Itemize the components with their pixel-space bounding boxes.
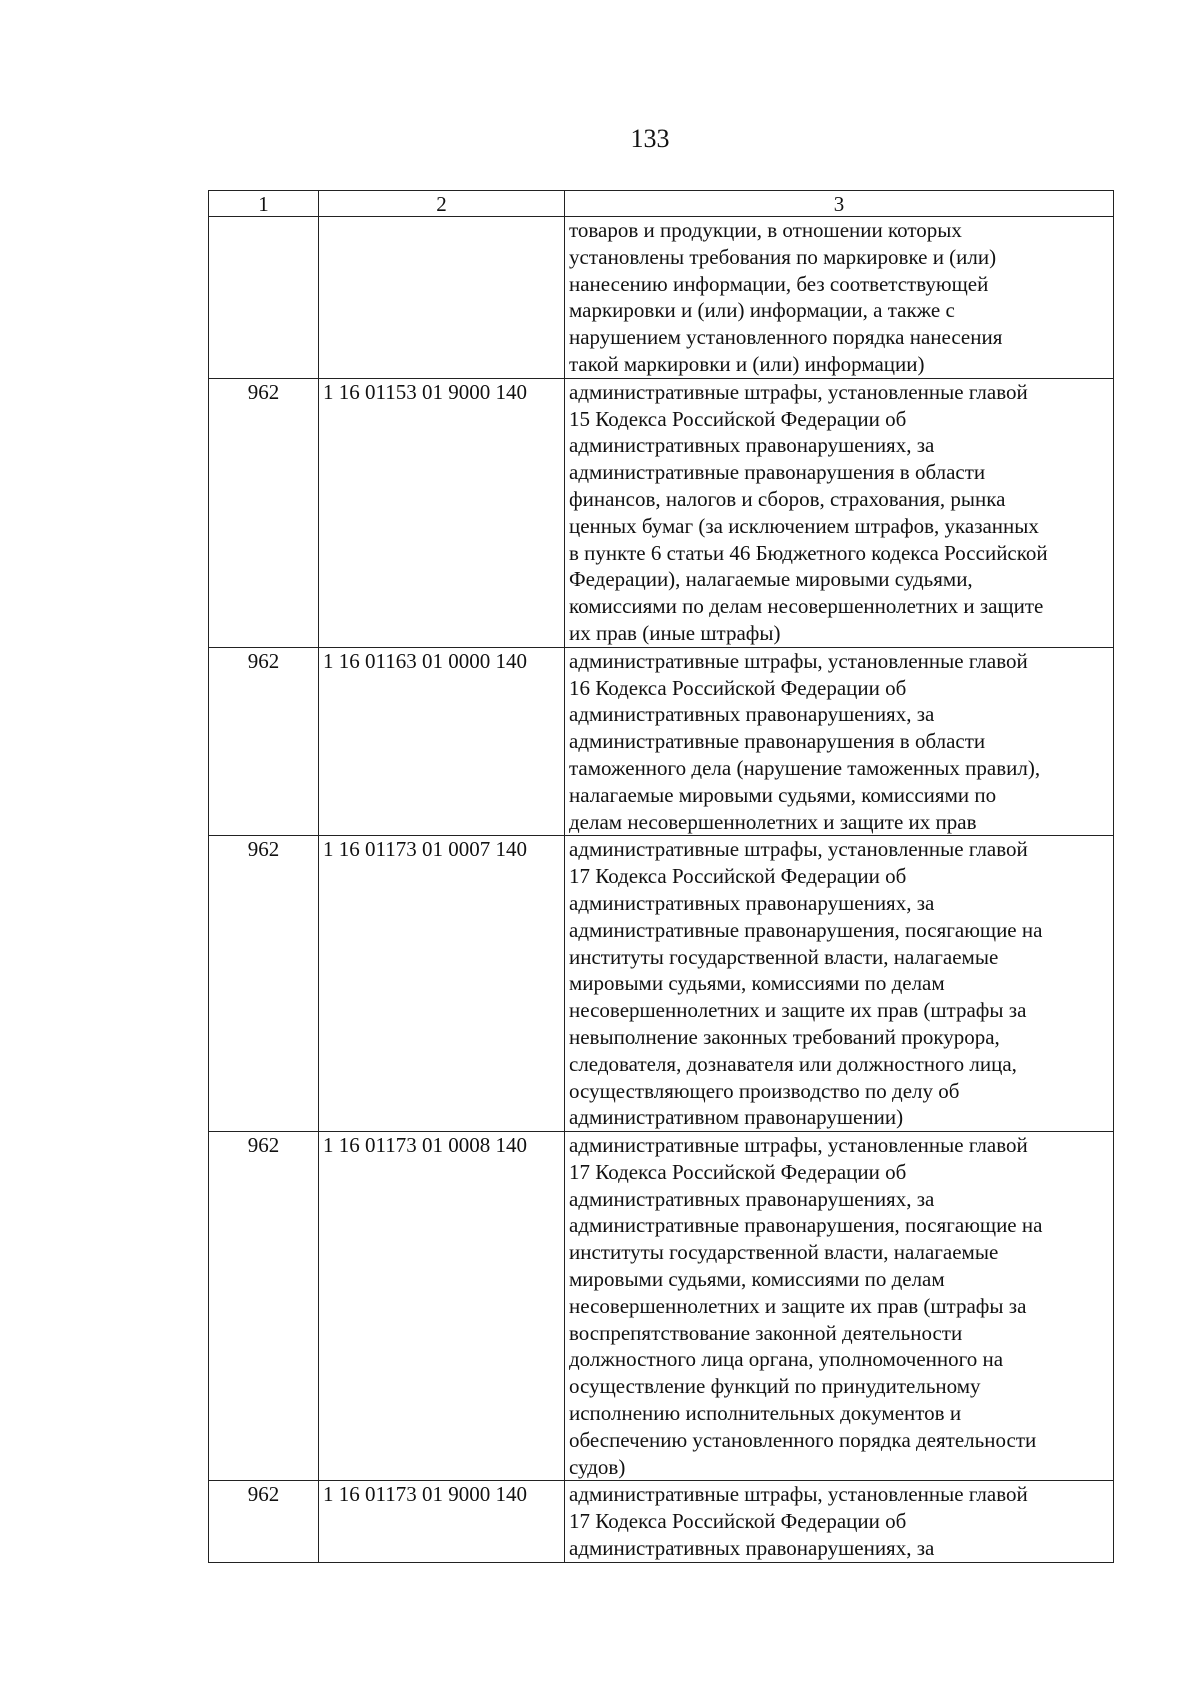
description-line: административные правонарушения, посягающие на bbox=[569, 917, 1043, 942]
admin-code-cell: 962 bbox=[209, 647, 319, 836]
description-line: воспрепятствование законной деятельности bbox=[569, 1320, 963, 1345]
description-line: маркировки и (или) информации, а также с bbox=[569, 298, 955, 323]
table-header bbox=[209, 191, 1114, 217]
description-line: в пункте 6 статьи 46 Бюджетного кодекса Российской bbox=[569, 540, 1048, 565]
description-line: мировыми судьями, комиссиями по делам bbox=[569, 971, 945, 996]
description-line: административные штрафы, установленные главой bbox=[569, 837, 1028, 862]
column-header-3: 3 bbox=[565, 191, 1114, 217]
description-line: комиссиями по делам несовершеннолетних и защите bbox=[569, 594, 1044, 619]
budget-classification-code-cell: 1 16 01163 01 0000 140 bbox=[319, 647, 565, 836]
revenue-description-cell bbox=[565, 836, 1114, 1132]
description-line: нанесению информации, без соответствующей bbox=[569, 271, 989, 296]
budget-classification-code-cell: 1 16 01173 01 0008 140 bbox=[319, 1132, 565, 1481]
description-line: 17 Кодекса Российской Федерации об bbox=[569, 1509, 907, 1534]
description-line: обеспечению установленного порядка деятельности bbox=[569, 1427, 1037, 1452]
description-line: осуществление функций по принудительному bbox=[569, 1374, 981, 1399]
description-line: административных правонарушениях, за bbox=[569, 433, 935, 458]
admin-code-cell: 962 bbox=[209, 1481, 319, 1562]
description-line: нарушением установленного порядка нанесения bbox=[569, 325, 1003, 350]
budget-classification-code-cell: 1 16 01173 01 0007 140 bbox=[319, 836, 565, 1132]
admin-code-cell: 962 bbox=[209, 836, 319, 1132]
description-line: 16 Кодекса Российской Федерации об bbox=[569, 675, 907, 700]
description-line: административных правонарушениях, за bbox=[569, 702, 935, 727]
table-header-row bbox=[209, 191, 1114, 217]
description-line: мировыми судьями, комиссиями по делам bbox=[569, 1267, 945, 1292]
revenue-description-cell bbox=[565, 378, 1114, 647]
admin-code-cell: 962 bbox=[209, 1132, 319, 1481]
budget-classification-code-cell bbox=[319, 217, 565, 379]
description-line: их прав (иные штрафы) bbox=[569, 620, 781, 645]
description-line: таможенного дела (нарушение таможенных правил), bbox=[569, 755, 1041, 780]
description-line: административных правонарушениях, за bbox=[569, 1536, 935, 1561]
table-row bbox=[209, 647, 1114, 836]
description-line: 17 Кодекса Российской Федерации об bbox=[569, 1159, 907, 1184]
column-header-2: 2 bbox=[319, 191, 565, 217]
description-line: товаров и продукции, в отношении которых bbox=[569, 218, 962, 242]
description-line: административные штрафы, установленные главой bbox=[569, 1482, 1028, 1507]
table-row bbox=[209, 1481, 1114, 1562]
description-line: несовершеннолетних и защите их прав (штрафы за bbox=[569, 1293, 1027, 1318]
table-row bbox=[209, 217, 1114, 379]
description-line: институты государственной власти, налагаемые bbox=[569, 944, 999, 969]
description-line: делам несовершеннолетних и защите их прав bbox=[569, 809, 977, 834]
description-line: судов) bbox=[569, 1454, 626, 1479]
description-line: административные правонарушения, посягающие на bbox=[569, 1213, 1043, 1238]
description-line: должностного лица органа, уполномоченного на bbox=[569, 1347, 1004, 1372]
page-number: 133 bbox=[630, 124, 670, 153]
column-header-1: 1 bbox=[209, 191, 319, 217]
description-line: такой маркировки и (или) информации) bbox=[569, 351, 925, 376]
description-line: административные правонарушения в области bbox=[569, 460, 986, 485]
description-line: административных правонарушениях, за bbox=[569, 890, 935, 915]
description-line: институты государственной власти, налагаемые bbox=[569, 1240, 999, 1265]
revenue-description-cell bbox=[565, 1481, 1114, 1562]
description-line: административные штрафы, установленные главой bbox=[569, 379, 1028, 404]
budget-classification-code-cell: 1 16 01173 01 9000 140 bbox=[319, 1481, 565, 1562]
description-line: невыполнение законных требований прокурора, bbox=[569, 1024, 1000, 1049]
table-row bbox=[209, 1132, 1114, 1481]
table-row bbox=[209, 378, 1114, 647]
description-line: установлены требования по маркировке и (или) bbox=[569, 244, 997, 269]
revenue-description-cell bbox=[565, 217, 1114, 379]
admin-code-cell bbox=[209, 217, 319, 379]
description-line: финансов, налогов и сборов, страхования, рынка bbox=[569, 486, 1006, 511]
description-line: ценных бумаг (за исключением штрафов, указанных bbox=[569, 513, 1039, 538]
description-line: исполнению исполнительных документов и bbox=[569, 1401, 962, 1426]
description-line: административные правонарушения в области bbox=[569, 729, 986, 754]
description-line: налагаемые мировыми судьями, комиссиями по bbox=[569, 782, 997, 807]
description-line: 15 Кодекса Российской Федерации об bbox=[569, 406, 907, 431]
budget-codes-table bbox=[208, 190, 1114, 1563]
description-line: несовершеннолетних и защите их прав (штрафы за bbox=[569, 998, 1027, 1023]
description-line: административном правонарушении) bbox=[569, 1105, 904, 1130]
description-line: следователя, дознавателя или должностного лица, bbox=[569, 1051, 1017, 1076]
description-line: Федерации), налагаемые мировыми судьями, bbox=[569, 567, 973, 592]
description-line: осуществляющего производство по делу об bbox=[569, 1078, 960, 1103]
admin-code-cell: 962 bbox=[209, 378, 319, 647]
budget-classification-code-cell: 1 16 01153 01 9000 140 bbox=[319, 378, 565, 647]
description-line: административных правонарушениях, за bbox=[569, 1186, 935, 1211]
revenue-description-cell bbox=[565, 647, 1114, 836]
revenue-description-cell bbox=[565, 1132, 1114, 1481]
table-body bbox=[209, 217, 1114, 1563]
description-line: административные штрафы, установленные главой bbox=[569, 648, 1028, 673]
table-row bbox=[209, 836, 1114, 1132]
description-line: 17 Кодекса Российской Федерации об bbox=[569, 864, 907, 889]
description-line: административные штрафы, установленные главой bbox=[569, 1133, 1028, 1158]
